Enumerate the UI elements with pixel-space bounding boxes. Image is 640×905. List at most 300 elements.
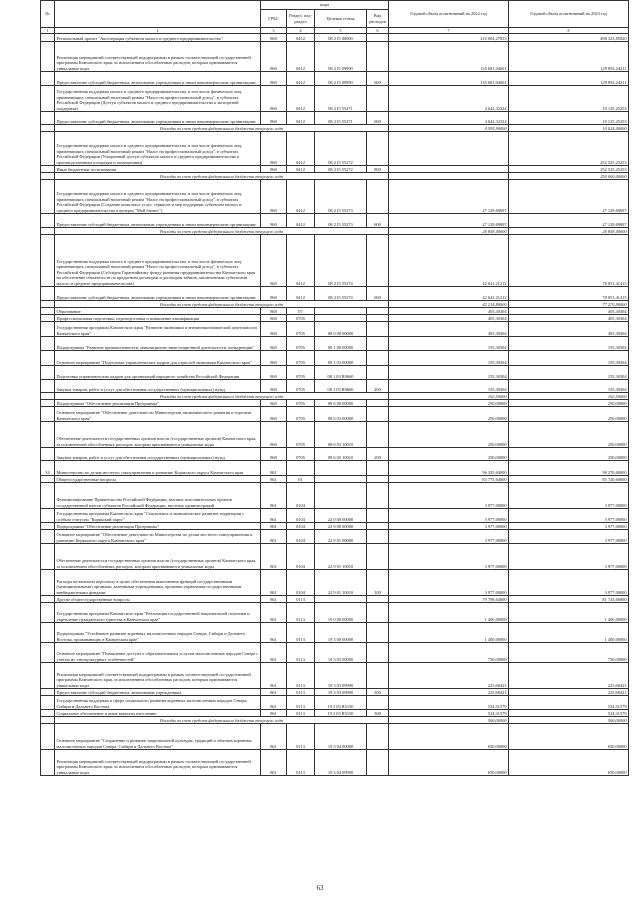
amount-2022: 650,00000: [389, 750, 509, 776]
grbs-code: 861: [261, 544, 287, 570]
amount-2023: 155,30304: [509, 351, 629, 366]
amount-2022: 79 798,64000: [389, 596, 509, 603]
amount-2022: 650,00000: [389, 724, 509, 750]
row-name: Иные бюджетные ассигнования: [55, 166, 261, 173]
vid-code: [367, 509, 389, 523]
amount-2022: [389, 132, 509, 166]
grbs-code: 860: [261, 132, 287, 166]
row-name: Подпрограмма "Развитие промышленности, инновационно-инвестиционной деятельности, конкуренции": [55, 337, 261, 351]
vid-code: [367, 42, 389, 72]
statya-code: [315, 308, 367, 315]
row-num: [41, 228, 55, 235]
table-row: [41, 351, 629, 366]
table-row: [41, 509, 629, 523]
amount-2022: 3 977,00000: [389, 523, 509, 530]
grbs-code: 860: [261, 400, 287, 407]
razdel-code: 0412: [287, 34, 315, 42]
vid-code: [367, 322, 389, 337]
grbs-code: 860: [261, 166, 287, 173]
table-row: [41, 643, 629, 663]
amount-2023: 155,30304: [509, 380, 629, 393]
grbs-code: 860: [261, 351, 287, 366]
amount-2023: 650,00000: [509, 750, 629, 776]
row-name: Реализация мероприятий соответствующей подпрограммы в рамках соответствующей государственной программы Камчатского края, за исключением обособленных расходов, которым присваиваются уникальные коды: [55, 663, 261, 689]
amount-2022: 405,30304: [389, 315, 509, 322]
razdel-code: 0113: [287, 750, 315, 776]
statya-code: 08 6 03 00000: [315, 407, 367, 422]
row-num: [41, 544, 55, 570]
vid-code: [367, 34, 389, 42]
statya-code: 08 2 I5 09990: [315, 72, 367, 86]
amount-2023: 98 276,60000: [509, 461, 629, 476]
amount-2023: 252 525,25253: [509, 166, 629, 173]
amount-2022: 405,30304: [389, 308, 509, 315]
vid-code: [367, 308, 389, 315]
grbs-code: 861: [261, 696, 287, 710]
vid-code: [367, 86, 389, 112]
table-row: [41, 448, 629, 461]
row-num: [41, 351, 55, 366]
amount-2022: 155,30304: [389, 366, 509, 380]
row-num: [41, 448, 55, 461]
row-name: Обеспечение деятельности государственных органов власти (государственных органов) Камчатского края, за исключением обособленных расходов, которым присваиваются уникальные коды: [55, 544, 261, 570]
amount-2023: 250,00000: [509, 422, 629, 448]
table-row: [41, 750, 629, 776]
statya-code: 22 0 00 00000: [315, 509, 367, 523]
table-row: [41, 483, 629, 509]
statya-code: 08 2 I5 55272: [315, 132, 367, 166]
row-name: Подпрограмма "Устойчивое развитие коренных малочисленных народов Севера, Сибири и Дальнего Востока, проживающих в Камчатском крае": [55, 623, 261, 643]
amount-2022: 3 977,00000: [389, 509, 509, 523]
razdel-code: 0113: [287, 724, 315, 750]
vid-code: 600: [367, 287, 389, 301]
table-row: [41, 596, 629, 603]
amount-2022: 42 641,21212: [389, 235, 509, 287]
row-num: [41, 422, 55, 448]
statya-code: 22 9 01 10010: [315, 544, 367, 570]
grbs-code: 860: [261, 337, 287, 351]
row-num: [41, 710, 55, 717]
row-name: Региональный проект "Акселерация субъектов малого и среднего предпринимательства": [55, 34, 261, 42]
amount-2023: 405,30304: [509, 315, 629, 322]
row-num: [41, 301, 55, 308]
amount-2022: 96 335,64000: [389, 461, 509, 476]
amount-2022: 250,00000: [389, 407, 509, 422]
table-row: [41, 710, 629, 717]
statya-code: 19 3 04 00000: [315, 724, 367, 750]
amount-2022: [389, 166, 509, 173]
row-num: [41, 34, 55, 42]
row-num: [41, 523, 55, 530]
row-name: Основное мероприятие "Подготовка управленческих кадров для отраслей экономики Камчатского края": [55, 351, 261, 366]
vid-code: [367, 623, 389, 643]
grbs-code: 860: [261, 322, 287, 337]
row-name: Реализация мероприятий соответствующей подпрограммы в рамках соответствующей государственной программы Камчатского края, за исключением обособленных расходов, которым присваиваются уникальные коды: [55, 42, 261, 72]
vid-code: [367, 180, 389, 214]
vid-code: 300: [367, 710, 389, 717]
razdel-code: 0113: [287, 623, 315, 643]
grbs-code: 860: [261, 366, 287, 380]
amount-2022: 27 129,69697: [389, 180, 509, 214]
grbs-code: 860: [261, 180, 287, 214]
note-row: [41, 301, 629, 308]
amount-2023: 77 270,90000: [509, 301, 629, 308]
row-name: Социальное обеспечение и иные выплаты населению: [55, 710, 261, 717]
table-row: [41, 696, 629, 710]
row-num: [41, 366, 55, 380]
amount-2022: 26 858,40000: [389, 228, 509, 235]
statya-code: 08 2 I5 55273: [315, 214, 367, 228]
grbs-code: 860: [261, 42, 287, 72]
razdel-code: 0412: [287, 86, 315, 112]
amount-2022: 250,00000: [389, 422, 509, 448]
row-name: Профессиональная подготовка, переподготовка и повышение квалификации: [55, 315, 261, 322]
razdel-code: 0705: [287, 448, 315, 461]
amount-2022: [389, 173, 509, 180]
row-name: Расходы на выплаты персоналу в целях обеспечения выполнения функций государственными (муниципальными) органами, казенными учреждениями, органами управления государственными внебюджетными фондами: [55, 570, 261, 596]
grbs-code: 861: [261, 603, 287, 623]
statya-code: 22 9 01 10010: [315, 570, 367, 596]
row-name: Подготовка управленческих кадров для организаций народного хозяйства Российской Федерации: [55, 366, 261, 380]
vid-code: [367, 603, 389, 623]
razdel-code: 0113: [287, 696, 315, 710]
razdel-code: 0412: [287, 235, 315, 287]
amount-2022: 42 641,21212: [389, 287, 509, 301]
row-num: [41, 235, 55, 287]
grbs-code: 860: [261, 448, 287, 461]
header-name: [55, 1, 261, 28]
header-row: [41, 1, 629, 10]
row-name: Государственная программа Камчатского края "Социальное и экономическое развитие территории с особым статусом "Корякский округ": [55, 509, 261, 523]
note-text: Расходы за счет средств федерального бюджета текущего года: [55, 717, 389, 724]
grbs-code: 861: [261, 570, 287, 596]
grbs-code: 860: [261, 214, 287, 228]
vid-code: 300: [367, 689, 389, 696]
razdel-code: 0705: [287, 366, 315, 380]
row-name: Закупка товаров, работ и услуг для обеспечения государственных (муниципальных) нужд: [55, 380, 261, 393]
statya-code: 08 1 00 00000: [315, 337, 367, 351]
amount-2022: 1 400,00000: [389, 603, 509, 623]
razdel-code: 07: [287, 308, 315, 315]
razdel-code: 01: [287, 476, 315, 483]
row-num: [41, 724, 55, 750]
amount-2022: 405,30304: [389, 322, 509, 337]
header-vid: Вид расходов: [367, 10, 389, 28]
amount-2022: 155,30304: [389, 351, 509, 366]
row-num: [41, 287, 55, 301]
razdel-code: 0412: [287, 112, 315, 125]
column-index: 5: [315, 28, 367, 34]
statya-code: 19 3 03 09990: [315, 663, 367, 689]
row-num: [41, 42, 55, 72]
statya-code: 08 2 I5 55274: [315, 235, 367, 287]
amount-2023: 10 024,00000: [509, 125, 629, 132]
vid-code: [367, 337, 389, 351]
row-num: [41, 400, 55, 407]
amount-2023: 26 858,40000: [509, 228, 629, 235]
razdel-code: 0705: [287, 322, 315, 337]
amount-2023: 3 977,00000: [509, 544, 629, 570]
amount-2023: 500,00000: [509, 717, 629, 724]
column-index: 4: [287, 28, 315, 34]
row-name: Подпрограмма "Обеспечение реализации Программы": [55, 523, 261, 530]
row-num: [41, 125, 55, 132]
grbs-code: 861: [261, 623, 287, 643]
statya-code: 08 2 I5 55271: [315, 112, 367, 125]
amount-2022: 155,30304: [389, 380, 509, 393]
table-row: [41, 380, 629, 393]
note-text: Расходы за счет средств федерального бюджета текущего года: [55, 125, 389, 132]
row-num: [41, 337, 55, 351]
razdel-code: 0113: [287, 689, 315, 696]
statya-code: 08 2 I5 00000: [315, 34, 367, 42]
razdel-code: 0104: [287, 523, 315, 530]
vid-code: 600: [367, 214, 389, 228]
amount-2023: 10 125,25253: [509, 86, 629, 112]
row-num: [41, 483, 55, 509]
grbs-code: 860: [261, 235, 287, 287]
amount-2023: 1 400,00000: [509, 623, 629, 643]
amount-2023: 750,00000: [509, 643, 629, 663]
amount-2022: 225,68421: [389, 663, 509, 689]
note-text: Расходы за счет средств федерального бюджета текущего года: [55, 173, 389, 180]
note-row: [41, 228, 629, 235]
amount-2023: 10 125,25253: [509, 112, 629, 125]
table-row: [41, 422, 629, 448]
table-row: [41, 235, 629, 287]
header-2022: Годовой объем ассигнований на 2022 год: [389, 1, 509, 28]
amount-2023: 225,68421: [509, 689, 629, 696]
row-num: [41, 623, 55, 643]
amount-2022: 135 681,04601: [389, 72, 509, 86]
note-text: Расходы за счет средств федерального бюджета текущего года: [55, 228, 389, 235]
razdel-code: 0412: [287, 42, 315, 72]
amount-2023: 3 977,00000: [509, 483, 629, 509]
row-name: Основное мероприятие "Сохранение и развитие национальной культуры, традиций и обычаев коренных малочисленных народов Севера, Сибири и Дальнего Востока": [55, 724, 261, 750]
grbs-code: 861: [261, 750, 287, 776]
vid-code: [367, 400, 389, 407]
statya-code: 22 9 01 00000: [315, 530, 367, 544]
note-row: [41, 717, 629, 724]
note-row: [41, 393, 629, 400]
row-name: Государственная поддержка малого и среднего предпринимательства, в том числе физических лиц, применяющих специальный налоговый режим "Налог на профессиональный доход", в субъектах Российской Федерации (Доступ субъектов малого и среднего предпринимательства к экспортной поддержке): [55, 86, 261, 112]
amount-2023: 650,00000: [509, 724, 629, 750]
razdel-code: 0412: [287, 180, 315, 214]
column-index: 3: [261, 28, 287, 34]
statya-code: 08 2 I5 55272: [315, 166, 367, 173]
amount-2023: 129 892,24211: [509, 42, 629, 72]
grbs-code: 861: [261, 476, 287, 483]
amount-2023: 252 525,25253: [509, 132, 629, 166]
grbs-code: 861: [261, 596, 287, 603]
grbs-code: 860: [261, 287, 287, 301]
vid-code: [367, 407, 389, 422]
row-name: Закупка товаров, работ и услуг для обеспечения государственных (муниципальных) нужд: [55, 448, 261, 461]
table-row: [41, 570, 629, 596]
statya-code: [315, 476, 367, 483]
row-name: Предоставление субсидий бюджетным, автономным учреждениям и иным некоммерческим организациям: [55, 287, 261, 301]
vid-code: [367, 461, 389, 476]
table-row: [41, 724, 629, 750]
table-row: [41, 322, 629, 337]
row-num: [41, 308, 55, 315]
row-name: Основное мероприятие "Обеспечение деятельности Министерства экономического развития и торговли Камчатского края": [55, 407, 261, 422]
vid-code: [367, 544, 389, 570]
vid-code: [367, 724, 389, 750]
statya-code: [315, 483, 367, 509]
table-row: [41, 132, 629, 166]
vid-code: 600: [367, 72, 389, 86]
table-row: [41, 603, 629, 623]
amount-2023: 3 977,00000: [509, 570, 629, 596]
razdel-code: 0705: [287, 422, 315, 448]
amount-2022: 4 642,32324: [389, 112, 509, 125]
row-name: Министерство по делам местного самоуправления и развитию Корякского округа Камчатского края: [55, 461, 261, 476]
row-num: 34: [41, 461, 55, 476]
table-row: [41, 530, 629, 544]
amount-2022: 4 642,32324: [389, 86, 509, 112]
table-row: [41, 112, 629, 125]
statya-code: 19 3 04 09990: [315, 750, 367, 776]
column-index: 8: [509, 28, 629, 34]
statya-code: 08 0 00 00000: [315, 322, 367, 337]
table-row: [41, 86, 629, 112]
header-grbs: ГРБС: [261, 10, 287, 28]
grbs-code: 861: [261, 530, 287, 544]
row-num: [41, 596, 55, 603]
row-num: [41, 380, 55, 393]
statya-code: 08 6 03 10010: [315, 422, 367, 448]
statya-code: 08 2 I5 55271: [315, 86, 367, 112]
column-index: 1: [41, 28, 55, 34]
table-row: [41, 623, 629, 643]
row-name: Предоставление субсидий бюджетным, автономным учреждениям и иным некоммерческим организациям: [55, 214, 261, 228]
table-row: [41, 180, 629, 214]
amount-2023: 1 400,00000: [509, 603, 629, 623]
row-num: [41, 663, 55, 689]
grbs-code: 860: [261, 315, 287, 322]
amount-2023: 3 977,00000: [509, 523, 629, 530]
amount-2023: 81 743,60000: [509, 596, 629, 603]
table-row: [41, 337, 629, 351]
row-name: Общегосударственные вопросы: [55, 476, 261, 483]
grbs-code: 860: [261, 407, 287, 422]
grbs-code: 861: [261, 643, 287, 663]
amount-2023: 85 720,60000: [509, 476, 629, 483]
amount-2023: 250,00000: [509, 400, 629, 407]
razdel-code: 0705: [287, 337, 315, 351]
razdel-code: 0705: [287, 315, 315, 322]
statya-code: 08 2 I5 09990: [315, 42, 367, 72]
vid-code: [367, 315, 389, 322]
amount-2023: 3 977,00000: [509, 530, 629, 544]
vid-code: [367, 596, 389, 603]
row-num: [41, 166, 55, 173]
row-num: [41, 393, 55, 400]
vid-code: [367, 235, 389, 287]
header-statya: Целевая статья: [315, 10, 367, 28]
grbs-code: 860: [261, 308, 287, 315]
razdel-code: 0412: [287, 287, 315, 301]
vid-code: [367, 366, 389, 380]
row-name: Реализация мероприятий соответствующей подпрограммы в рамках соответствующей государственной программы Камчатского края, за исключением обособленных расходов, которым присваиваются уникальные коды: [55, 750, 261, 776]
amount-2022: 210 004,27833: [389, 34, 509, 42]
amount-2022: 4 595,90000: [389, 125, 509, 132]
grbs-code: 860: [261, 34, 287, 42]
amount-2022: 102,50000: [389, 393, 509, 400]
amount-2023: 155,30304: [509, 366, 629, 380]
amount-2022: 135 681,04601: [389, 42, 509, 72]
row-name: Другие общегосударственные вопросы: [55, 596, 261, 603]
table-row: [41, 366, 629, 380]
table-row: [41, 308, 629, 315]
row-name: Государственная поддержка малого и среднего предпринимательства, в том числе физических лиц, применяющих специальный налоговый режим "Налог на профессиональный доход", в субъектах Российской Федерации (Ускоренный доступ субъектов малого и среднего предпринимательства к производственным площадям и помещениям): [55, 132, 261, 166]
table-row: [41, 42, 629, 72]
amount-2022: 500,00000: [389, 717, 509, 724]
row-num: [41, 643, 55, 663]
column-index: 6: [367, 28, 389, 34]
amount-2023: 498 323,85820: [509, 34, 629, 42]
table-row: [41, 34, 629, 42]
amount-2023: 78 051,41415: [509, 235, 629, 287]
amount-2022: 3 977,00000: [389, 530, 509, 544]
razdel-code: 0412: [287, 132, 315, 166]
budget-table: [40, 0, 629, 776]
grbs-code: 861: [261, 689, 287, 696]
row-num: [41, 315, 55, 322]
page-number: 63: [316, 884, 324, 892]
razdel-code: 0412: [287, 214, 315, 228]
row-num: [41, 86, 55, 112]
table-row: [41, 315, 629, 322]
razdel-code: 0705: [287, 380, 315, 393]
vid-code: [367, 643, 389, 663]
amount-2022: 524,31579: [389, 710, 509, 717]
statya-code: [315, 596, 367, 603]
amount-2022: 3 977,00000: [389, 570, 509, 596]
grbs-code: 861: [261, 663, 287, 689]
amount-2023: 129 892,24211: [509, 72, 629, 86]
vid-code: 800: [367, 166, 389, 173]
statya-code: 08 1 03 R0660: [315, 380, 367, 393]
note-row: [41, 125, 629, 132]
row-num: [41, 173, 55, 180]
amount-2023: 524,31579: [509, 710, 629, 717]
row-num: [41, 509, 55, 523]
table-row: [41, 166, 629, 173]
table-row: [41, 523, 629, 530]
row-name: Предоставление субсидий бюджетным, автономным учреждениям и иным некоммерческим организациям: [55, 72, 261, 86]
row-name: Образование: [55, 308, 261, 315]
row-num: [41, 322, 55, 337]
razdel-code: 0113: [287, 596, 315, 603]
razdel-code: 0113: [287, 603, 315, 623]
amount-2023: 78 051,41415: [509, 287, 629, 301]
amount-2022: 524,31579: [389, 696, 509, 710]
row-num: [41, 689, 55, 696]
row-num: [41, 180, 55, 214]
header-razdel: Раздел, под-раздел: [287, 10, 315, 28]
amount-2022: 750,00000: [389, 643, 509, 663]
vid-code: [367, 530, 389, 544]
vid-code: [367, 483, 389, 509]
vid-code: 600: [367, 112, 389, 125]
row-num: [41, 132, 55, 166]
statya-code: 19 0 00 00000: [315, 603, 367, 623]
statya-code: 19 3 03 09990: [315, 689, 367, 696]
row-name: Государственная поддержка в сфере социального развития коренных малочисленных народов Севера, Сибири и Дальнего Востока: [55, 696, 261, 710]
row-name: Государственная программа Камчатского края "Реализация государственной национальной политики и укрепление гражданского единства в Камчатском крае": [55, 603, 261, 623]
